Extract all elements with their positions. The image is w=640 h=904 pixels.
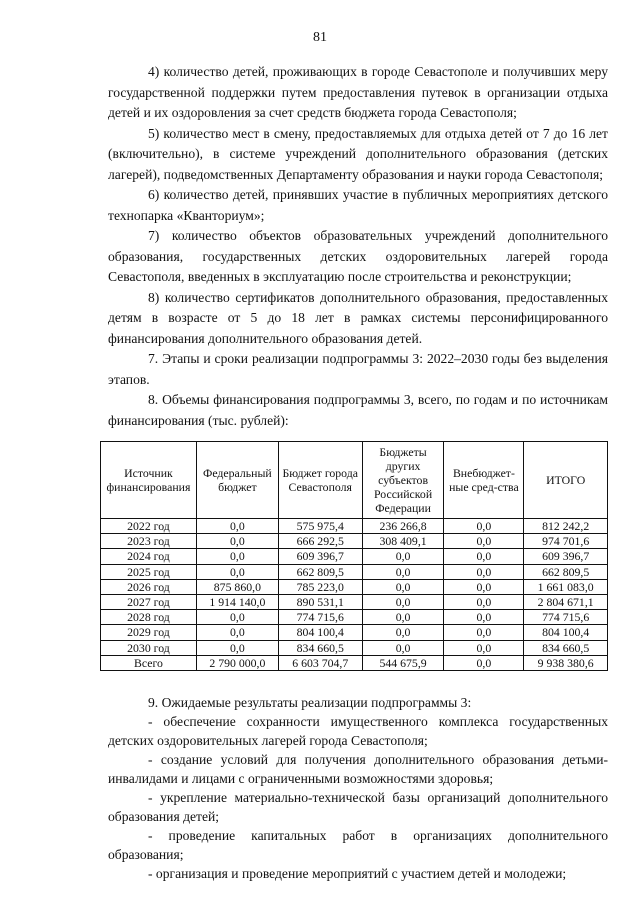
table-cell-year: 2027 год xyxy=(101,594,197,609)
table-cell: 0,0 xyxy=(196,564,278,579)
result-item: - обеспечение сохранности имущественного комплекса государственных детских оздоровительных лагерей города Севастополя; xyxy=(108,713,608,748)
table-cell: 609 396,7 xyxy=(278,549,362,564)
financing-table xyxy=(100,441,608,671)
table-cell-year: 2025 год xyxy=(101,564,197,579)
table-cell: 0,0 xyxy=(196,519,278,534)
table-cell-year: 2028 год xyxy=(101,610,197,625)
table-cell: 0,0 xyxy=(196,610,278,625)
paragraph: 6) количество детей, принявших участие в публичных мероприятиях детского технопарка «Кванториум»; xyxy=(108,187,608,223)
result-item: - создание условий для получения дополнительного образования детьми-инвалидами и лицами с ограниченными возможностями здоровья; xyxy=(108,751,608,786)
table-cell: 834 660,5 xyxy=(524,640,608,655)
table-cell: 0,0 xyxy=(362,564,444,579)
table-cell: 785 223,0 xyxy=(278,579,362,594)
expected-results xyxy=(108,693,608,883)
table-cell: 575 975,4 xyxy=(278,519,362,534)
table-cell: 890 531,1 xyxy=(278,594,362,609)
table-cell: 0,0 xyxy=(196,549,278,564)
table-cell: 236 266,8 xyxy=(362,519,444,534)
table-cell: 0,0 xyxy=(196,625,278,640)
table-cell: 0,0 xyxy=(196,534,278,549)
header-extrabudget: Внебюджет-ные сред-ства xyxy=(444,442,524,519)
table-cell: 6 603 704,7 xyxy=(278,655,362,670)
table-row xyxy=(101,640,608,655)
table-cell: 974 701,6 xyxy=(524,534,608,549)
table-cell: 0,0 xyxy=(444,655,524,670)
table-cell: 0,0 xyxy=(444,594,524,609)
table-cell: 0,0 xyxy=(444,625,524,640)
table-cell-year: 2029 год xyxy=(101,625,197,640)
table-cell: 9 938 380,6 xyxy=(524,655,608,670)
table-cell: 1 661 083,0 xyxy=(524,579,608,594)
table-row xyxy=(101,519,608,534)
table-cell: 0,0 xyxy=(444,549,524,564)
table-cell: 0,0 xyxy=(362,579,444,594)
table-cell-year: 2026 год xyxy=(101,579,197,594)
table-cell-year: 2023 год xyxy=(101,534,197,549)
paragraph: 5) количество мест в смену, предоставляемых для отдыха детей от 7 до 16 лет (включительно), в системе учреждений дополнительного образования (детских лагерей), подведомственных Департаменту образования и науки города Севастополя; xyxy=(108,125,608,182)
paragraph: 8) количество сертификатов дополнительного образования, предоставленных детям в возрасте от 5 до 18 лет в рамках системы персонифицированного финансирования дополнительного образования детей. xyxy=(108,289,608,346)
table-row xyxy=(101,594,608,609)
table-cell-year: 2022 год xyxy=(101,519,197,534)
header-city: Бюджет города Севастополя xyxy=(278,442,362,519)
paragraph: 7) количество объектов образовательных учреждений дополнительного образования, государственных детских оздоровительных лагерей города Севастополя, введенных в эксплуатацию после строительства и реконструкции; xyxy=(108,228,608,284)
table-row xyxy=(101,610,608,625)
paragraph: 7. Этапы и сроки реализации подпрограммы 3: 2022–2030 годы без выделения этапов. xyxy=(108,351,608,387)
table-cell: 0,0 xyxy=(444,519,524,534)
paragraph: 4) количество детей, проживающих в городе Севастополе и получивших меру государственной поддержки путем предоставления путевок в организации отдыха детей и их оздоровления за счет средств бюджета города Севастополя; xyxy=(108,64,608,120)
table-cell-year: Всего xyxy=(101,655,197,670)
table-row xyxy=(101,564,608,579)
page-number: 81 xyxy=(313,30,327,45)
header-source: Источник финансирования xyxy=(101,442,197,519)
document-body xyxy=(108,62,608,883)
table-cell: 0,0 xyxy=(362,640,444,655)
table-cell: 2 790 000,0 xyxy=(196,655,278,670)
table-cell: 0,0 xyxy=(362,625,444,640)
table-header-row xyxy=(101,442,608,519)
table-row xyxy=(101,549,608,564)
header-total: ИТОГО xyxy=(524,442,608,519)
table-cell: 834 660,5 xyxy=(278,640,362,655)
table-cell: 0,0 xyxy=(444,610,524,625)
table-cell: 875 860,0 xyxy=(196,579,278,594)
result-item: - укрепление материально-технической базы организаций дополнительного образования детей; xyxy=(108,789,608,824)
table-cell: 774 715,6 xyxy=(524,610,608,625)
table-cell: 662 809,5 xyxy=(524,564,608,579)
table-cell: 308 409,1 xyxy=(362,534,444,549)
results-heading: 9. Ожидаемые результаты реализации подпрограммы 3: xyxy=(148,694,472,710)
header-other-regions: Бюджеты других субъектов Российской Федерации xyxy=(362,442,444,519)
table-cell-year: 2030 год xyxy=(101,640,197,655)
table-body xyxy=(101,519,608,671)
table-cell-year: 2024 год xyxy=(101,549,197,564)
table-cell: 774 715,6 xyxy=(278,610,362,625)
table-cell: 666 292,5 xyxy=(278,534,362,549)
table-cell: 2 804 671,1 xyxy=(524,594,608,609)
table-cell: 804 100,4 xyxy=(524,625,608,640)
table-cell: 0,0 xyxy=(444,579,524,594)
table-cell: 0,0 xyxy=(444,640,524,655)
table-row xyxy=(101,534,608,549)
table-row xyxy=(101,579,608,594)
table-cell: 0,0 xyxy=(444,564,524,579)
table-cell: 0,0 xyxy=(362,610,444,625)
table-cell: 662 809,5 xyxy=(278,564,362,579)
table-cell: 0,0 xyxy=(362,549,444,564)
result-item: - проведение капитальных работ в организациях дополнительного образования; xyxy=(108,827,608,862)
table-cell: 609 396,7 xyxy=(524,549,608,564)
header-federal: Федеральный бюджет xyxy=(196,442,278,519)
result-item: - организация и проведение мероприятий с участием детей и молодежи; xyxy=(148,865,567,881)
table-row xyxy=(101,625,608,640)
table-cell: 0,0 xyxy=(444,534,524,549)
table-cell: 804 100,4 xyxy=(278,625,362,640)
table-cell: 812 242,2 xyxy=(524,519,608,534)
table-cell: 0,0 xyxy=(362,594,444,609)
table-cell: 1 914 140,0 xyxy=(196,594,278,609)
table-row xyxy=(101,655,608,670)
table-cell: 0,0 xyxy=(196,640,278,655)
paragraph: 8. Объемы финансирования подпрограммы 3, всего, по годам и по источникам финансирования (тыс. рублей): xyxy=(108,392,608,428)
table-cell: 544 675,9 xyxy=(362,655,444,670)
